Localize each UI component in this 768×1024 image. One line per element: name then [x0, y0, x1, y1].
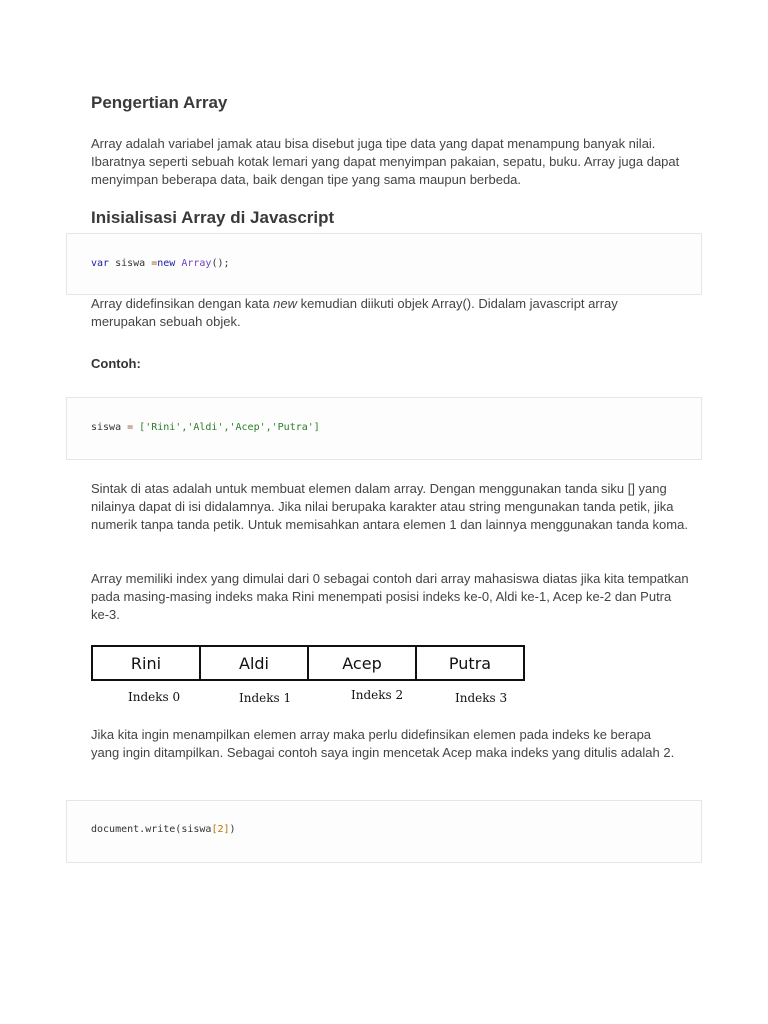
index-table [91, 645, 525, 681]
paragraph-array-new [91, 295, 651, 331]
code-bracket: [ [211, 824, 218, 835]
paragraph-display-element: Jika kita ingin menampilkan elemen array maka perlu didefinsikan elemen pada indeks ke berapa yang ingin ditampilkan. Sebagai contoh saya ingin mencetak Acep maka indeks yang ditulis adalah 2. [91, 727, 675, 760]
code-keyword-var: var [91, 258, 110, 269]
code-paren: ) [229, 824, 236, 835]
index-label-1: Indeks 1 [239, 691, 292, 705]
emphasis-new: new [273, 296, 297, 311]
code-line-example [91, 422, 320, 433]
table-cell-putra: Putra [416, 646, 524, 680]
index-label-3: Indeks 3 [455, 691, 508, 705]
code-method: .write( [139, 824, 182, 835]
code-line-write [91, 824, 236, 835]
table-cell-aldi: Aldi [200, 646, 308, 680]
table-cell-rini: Rini [92, 646, 200, 680]
paragraph-index-explanation: Array memiliki index yang dimulai dari 0 sebagai contoh dari array mahasiswa diatas jika kita tempatkan pada masing-masing indeks maka Rini menempati posisi indeks ke-0, Aldi ke-1, Acep ke-2 dan Putra ke-3. [91, 571, 689, 622]
code-keyword-new: new [157, 258, 176, 269]
code-line-init [91, 258, 230, 269]
text-segment: kemudian diikuti objek Array(). Didalam javascript array merupakan sebuah objek. [91, 296, 618, 329]
code-tail: (); [211, 258, 230, 269]
code-identifier: siswa [91, 422, 128, 433]
code-block-document-write [66, 800, 702, 863]
code-index-number: 2 [217, 824, 224, 835]
code-class-array: Array [175, 258, 212, 269]
index-label-2: Indeks 2 [351, 688, 404, 702]
paragraph-array-definition: Array adalah variabel jamak atau bisa disebut juga tipe data yang dapat menampung banyak nilai. Ibaratnya seperti sebuah kotak lemari yang dapat menyimpan pakaian, sepatu, buku. Array juga dapat menyimpan beberapa data, baik dengan tipe yang sama maupun berbeda. [91, 136, 680, 187]
code-operator: = [127, 422, 134, 433]
label-contoh: Contoh: [91, 356, 141, 371]
code-bracket: ] [223, 824, 230, 835]
code-block-example [66, 397, 702, 460]
heading-pengertian-array: Pengertian Array [91, 93, 228, 112]
code-operator: = [151, 258, 158, 269]
code-argument: siswa [181, 824, 212, 835]
index-label-0: Indeks 0 [128, 690, 181, 704]
paragraph-syntax-explanation: Sintak di atas adalah untuk membuat elemen dalam array. Dengan menggunakan tanda siku [] yang nilainya dapat di isi didalamnya. Jika nilai berupaka karakter atau string mengunakan tanda petik, jika numerik tanpa tanda petik. Untuk memisahkan antara elemen 1 dan lainnya menggunakan tanda koma. [91, 481, 688, 532]
table-cell-acep: Acep [308, 646, 416, 680]
heading-inisialisasi-array: Inisialisasi Array di Javascript [91, 208, 335, 227]
text-segment: Array didefinsikan dengan kata [91, 296, 274, 311]
code-identifier: siswa [109, 258, 152, 269]
code-array-literal: ['Rini','Aldi','Acep','Putra'] [133, 422, 320, 433]
code-block-init [66, 233, 702, 295]
code-object: document [91, 824, 140, 835]
table-row [92, 646, 524, 680]
